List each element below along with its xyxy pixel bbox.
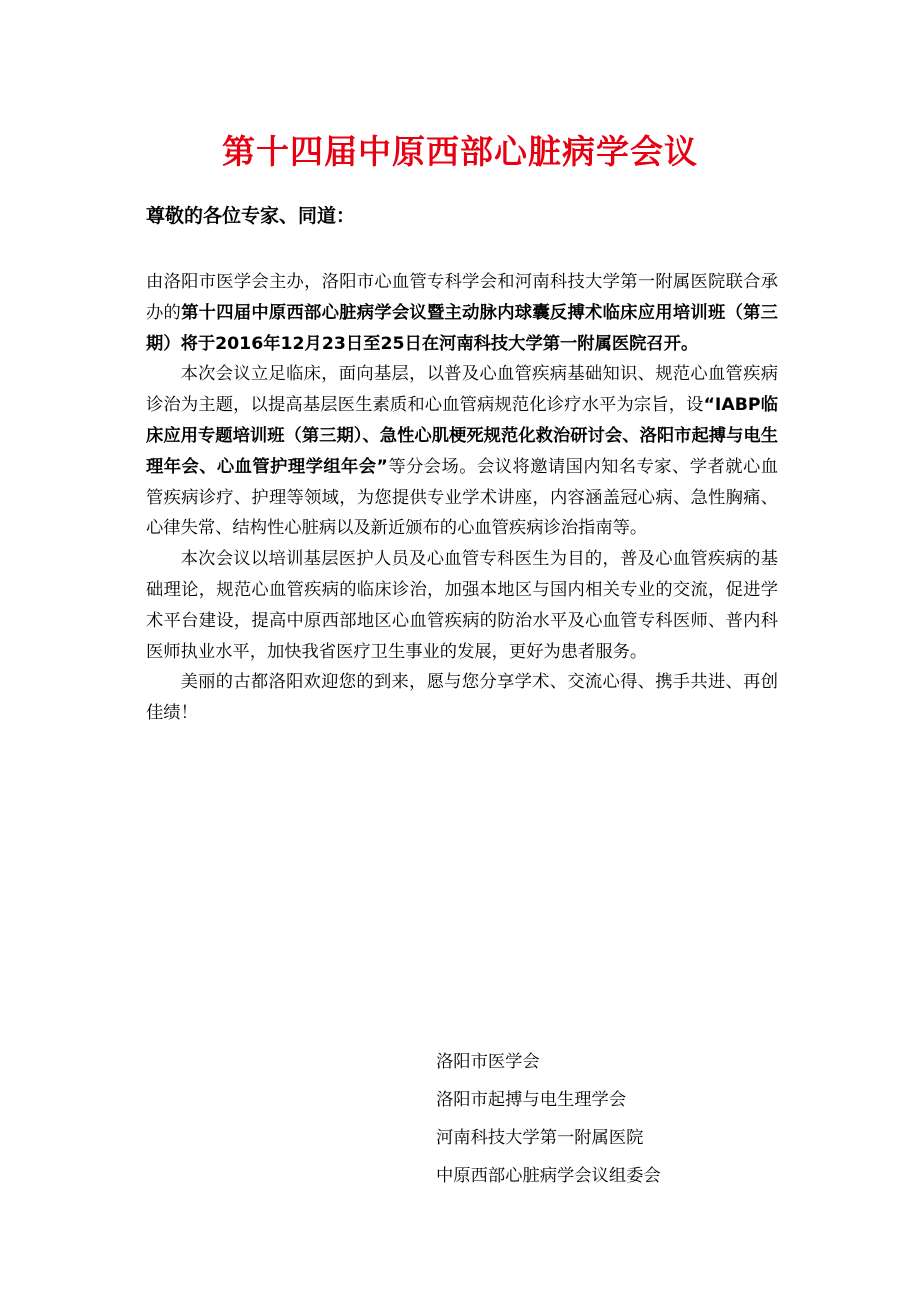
signature-block (436, 1043, 661, 1195)
event-session: （第三期）将于2016年12月23日至25日在河南科技大学第一附属医院召开。 (146, 302, 778, 354)
signature-line: 中原西部心脏病学会议组委会 (436, 1166, 661, 1186)
paragraph-theme-text-c: 等分会场。会议将邀请国内知名专家、学者就心血管疾病诊疗、护理等领域，为您提供专业学术讲座，内容涵盖冠心病、急性胸痛、心律失常、结构性心脏病以及新近颁布的心血管疾病诊治指南等。 (146, 456, 778, 539)
signature-line: 河南科技大学第一附属医院 (436, 1128, 644, 1148)
paragraph-theme (146, 359, 778, 544)
paragraph-intro (146, 267, 778, 359)
paragraph-purpose: 本次会议以培训基层医护人员及心血管专科医生为目的，普及心血管疾病的基础理论，规范心血管疾病的临床诊治，加强本地区与国内相关专业的交流，促进学术平台建设，提高中原西部地区心血管疾病的防治水平及心血管专科医师、普内科医师执业水平，加快我省医疗卫生事业的发展，更好为患者服务。 (146, 549, 778, 662)
session-list: “IABP临床应用专题培训班（第三期）、急性心肌梗死规范化救治研讨会、洛阳市起搏与电生理年会、心血管护理学组年会” (146, 395, 778, 477)
signature-line: 洛阳市医学会 (436, 1052, 540, 1072)
event-name: 第十四届中原西部心脏病学会议暨主动脉内球囊反搏术临床应用培训班 (181, 302, 726, 323)
signature-line: 洛阳市起搏与电生理学会 (436, 1090, 627, 1110)
paragraph-theme-text-a: 本次会议立足临床，面向基层，以普及心血管疾病基础知识、规范心血管疾病诊治为主题，以提高基层医生素质和心血管病规范化诊疗水平为宗旨，设 (146, 364, 778, 416)
document-title: 第十四届中原西部心脏病学会议 (222, 132, 698, 171)
salutation: 尊敬的各位专家、同道： (146, 205, 356, 227)
paragraph-intro-text-a: 由洛阳市医学会主办，洛阳市心血管专科学会和河南科技大学第一附属医院联合承办的 (146, 272, 778, 323)
body-text (146, 267, 778, 729)
paragraph-welcome: 美丽的古都洛阳欢迎您的到来，愿与您分享学术、交流心得、携手共进、再创佳绩！ (146, 672, 778, 724)
